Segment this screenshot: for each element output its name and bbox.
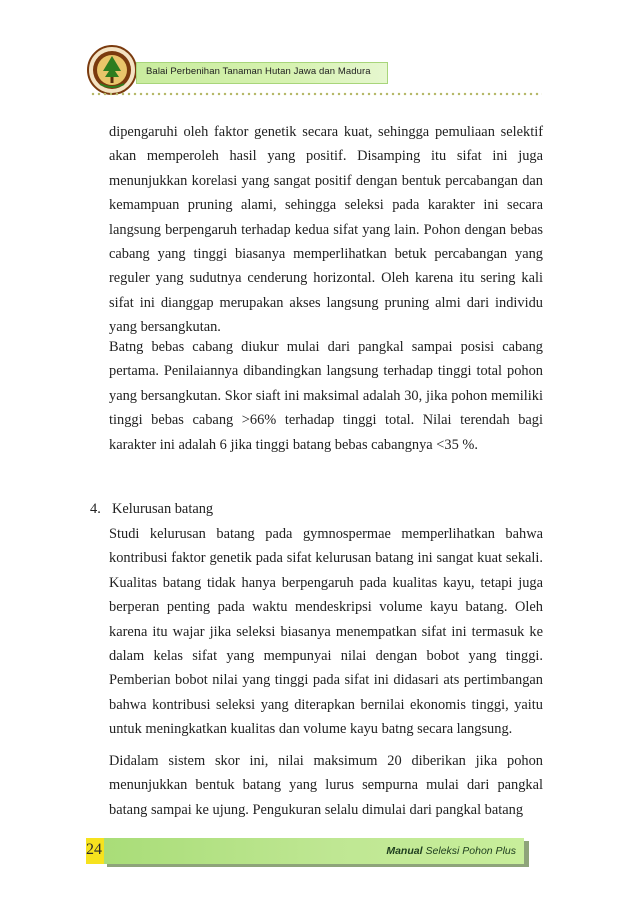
header-institution-name: Balai Perbenihan Tanaman Hutan Jawa dan Madura	[146, 66, 371, 77]
paragraph-2: Batng bebas cabang diukur mulai dari pangkal sampai posisi cabang pertama. Penilaiannya dibandingkan langsung terhadap tinggi total pohon yang bersangkutan. Skor siaft ini maksimal adalah 30, jika pohon memiliki tinggi bebas cabang >66% terhadap tinggi total. Nilai terendah bagi karakter ini adalah 6 jika tinggi batang bebas cabangnya <35 %.	[109, 339, 543, 453]
paragraph-3: Studi kelurusan batang pada gymnospermae memperlihatkan bahwa kontribusi faktor genetik pada sifat kelurusan batang ini sangat kuat sekali. Kualitas batang tidak hanya berpengaruh pada kualitas kayu, tetapi juga berperan penting pada waktu mendeskripsi volume kayu batang. Oleh karena itu wajar jika seleksi biasanya menempatkan sifat ini termasuk ke dalam kelas sifat yang mempunyai nilai dengan bobot yang tinggi. Pemberian bobot nilai yang tinggi pada sifat ini didasari ats pertimbangan bahwa kontribusi seleksi yang diterapkan bernilai ekonomis tinggi, yaitu untuk meningkatkan kualitas dan volume kayu batng secara langsung.	[109, 526, 543, 738]
footer-manual-subtitle: Seleksi Pohon Plus	[425, 845, 516, 857]
page-number: 24	[86, 841, 102, 858]
footer-manual-title	[386, 845, 516, 857]
paragraph-4: Didalam sistem skor ini, nilai maksimum 20 diberikan jika pohon menunjukkan bentuk batang yang lurus sempurna mulai dari pangkal batang sampai ke ujung. Pengukuran selalu dimulai dari pangkal batang	[109, 753, 543, 818]
footer-shadow-right	[524, 841, 529, 866]
section-number: 4.	[90, 501, 101, 517]
institution-logo-icon	[86, 44, 138, 96]
section-title: Kelurusan batang	[112, 501, 214, 517]
footer-manual-word: Manual	[386, 845, 423, 857]
header-divider	[90, 92, 542, 96]
footer-shadow-bottom	[107, 864, 529, 867]
section-heading	[90, 499, 213, 519]
paragraph-1: dipengaruhi oleh faktor genetik secara kuat, sehingga pemuliaan selektif akan memperoleh hasil yang positif. Disamping itu sifat ini juga menunjukkan korelasi yang sangat positif dengan bentuk percabangan dan kemampuan pruning alami, sehingga seleksi pada karakter ini secara langsung berpengaruh terhadap kedua sifat yang lain. Pohon dengan bebas cabang yang tinggi biasanya memperlihatkan betuk percabangan yang reguler yang sudutnya cenderung horizontal. Oleh karena itu sering kali sifat ini dianggap merupakan akses langsung pruning almi dari individu yang bersangkutan.	[109, 124, 543, 336]
